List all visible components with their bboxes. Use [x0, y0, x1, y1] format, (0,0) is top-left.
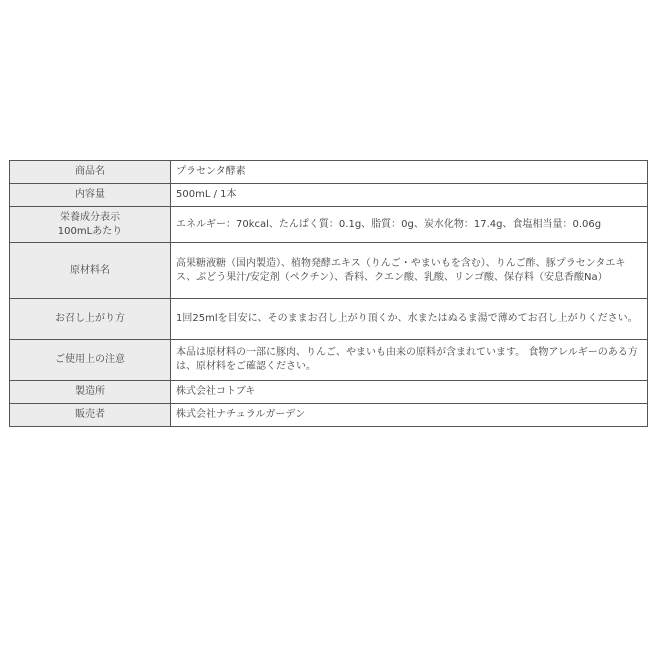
- row-label-how-to-use: お召し上がり方: [10, 299, 171, 340]
- row-label-manufacturer: 製造所: [10, 381, 171, 404]
- table-row: [10, 404, 648, 427]
- row-value-nutrition: エネルギー：70kcal、たんぱく質：0.1g、脂質：0g、炭水化物：17.4g、食塩相当量：0.06g: [171, 207, 648, 243]
- table-row: [10, 299, 648, 340]
- row-value-volume: 500mL / 1本: [171, 184, 648, 207]
- table-row: [10, 243, 648, 299]
- table-row: [10, 340, 648, 381]
- table-row: [10, 161, 648, 184]
- product-spec-table: [9, 160, 648, 427]
- row-value-seller: 株式会社ナチュラルガーデン: [171, 404, 648, 427]
- row-label-seller: 販売者: [10, 404, 171, 427]
- row-value-how-to-use: 1回25mlを目安に、そのままお召し上がり頂くか、水またはぬるま湯で薄めてお召し上がりください。: [171, 299, 648, 340]
- row-value-product-name: プラセンタ酵素: [171, 161, 648, 184]
- row-value-ingredients: 高果糖液糖（国内製造）、植物発酵エキス（りんご・やまいもを含む）、りんご酢、豚プラセンタエキス、ぶどう果汁/安定剤（ペクチン）、香料、クエン酸、乳酸、リンゴ酸、保存料（安息香酸Na）: [171, 243, 648, 299]
- row-label-nutrition: [10, 207, 171, 243]
- row-value-manufacturer: 株式会社コトブキ: [171, 381, 648, 404]
- table-row: [10, 207, 648, 243]
- table-row: [10, 381, 648, 404]
- row-label-caution: ご使用上の注意: [10, 340, 171, 381]
- row-label-volume: 内容量: [10, 184, 171, 207]
- table-row: [10, 184, 648, 207]
- row-value-caution: 本品は原材料の一部に豚肉、りんご、やまいも由来の原料が含まれています。 食物アレルギーのある方は、原材料をご確認ください。: [171, 340, 648, 381]
- nutrition-label-line1: 栄養成分表示: [60, 211, 120, 223]
- row-label-product-name: 商品名: [10, 161, 171, 184]
- row-label-ingredients: 原材料名: [10, 243, 171, 299]
- nutrition-label-line2: 100mLあたり: [57, 225, 123, 237]
